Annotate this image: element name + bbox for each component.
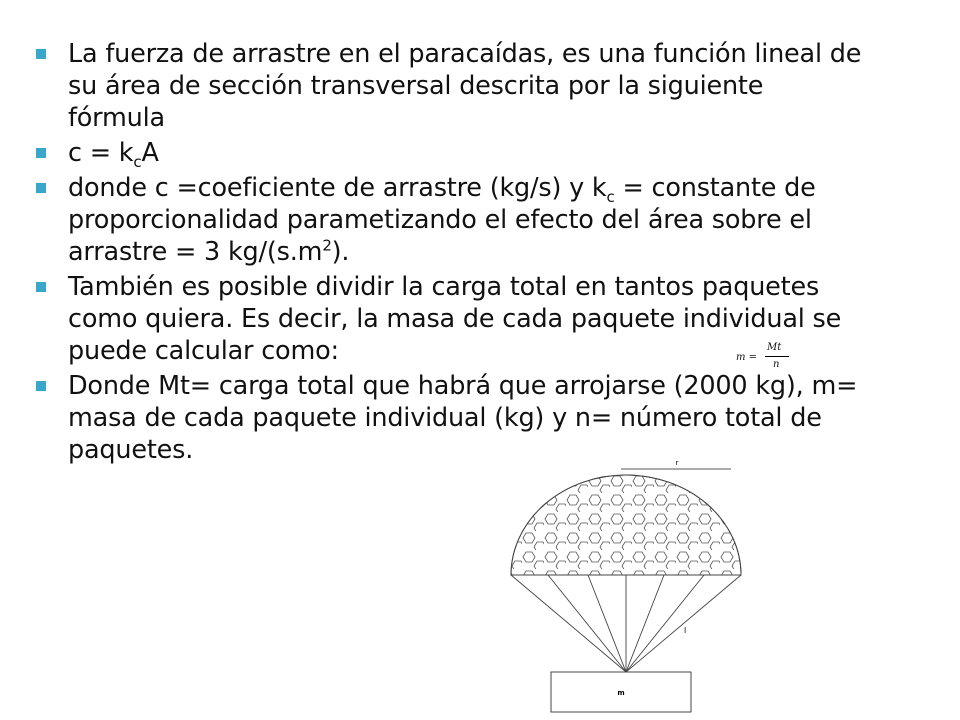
bullet-text-end: ). <box>331 237 350 267</box>
square-bullet-icon <box>36 49 46 59</box>
square-bullet-icon <box>36 381 46 391</box>
formula-lhs: m = <box>736 352 758 363</box>
fraction-bar <box>765 356 789 357</box>
radius-label: r <box>675 459 679 467</box>
bullet-text: donde c =coeficiente de arrastre (kg/s) y k <box>68 173 607 203</box>
bullet-text: La fuerza de arrastre en el paracaídas, es una función lineal de su área de sección transversal descrita por la siguiente fórmula <box>68 39 862 133</box>
squared-superscript: 2 <box>322 236 332 255</box>
square-bullet-icon <box>36 183 46 193</box>
bullet-item-definitions <box>34 172 864 268</box>
square-bullet-icon <box>36 282 46 292</box>
bullet-item-mt-definition <box>34 370 864 466</box>
bullet-text: Donde Mt= carga total que habrá que arrojarse (2000 kg), m= masa de cada paquete individual (kg) y n= número total de paquetes. <box>68 371 858 465</box>
kc-subscript: c <box>606 188 615 207</box>
formula-numerator: Mt <box>767 342 782 353</box>
bullet-list <box>34 38 864 469</box>
canopy-hexagon-pattern <box>500 455 760 580</box>
payload-mass-label: m <box>617 689 625 697</box>
formula-text: c = k <box>68 138 134 168</box>
mass-formula <box>736 342 794 374</box>
bullet-text: También es posible dividir la carga total en tantos paquetes como quiera. Es decir, la masa de cada paquete individual se puede calcular como: <box>68 272 842 366</box>
formula-denominator: n <box>773 359 780 370</box>
parachute-diagram <box>500 455 760 720</box>
bullet-text-cont: = constante de proporcionalidad parametizando el efecto del área sobre el arrastre = 3 kg/(s.m <box>68 173 816 267</box>
formula-subscript: c <box>133 153 142 172</box>
suspension-lines <box>511 575 741 672</box>
formula-text-end: A <box>141 138 159 168</box>
bullet-item-formula <box>34 137 864 172</box>
square-bullet-icon <box>36 148 46 158</box>
bullet-item-drag-force <box>34 38 864 134</box>
line-length-label: l <box>684 626 687 635</box>
